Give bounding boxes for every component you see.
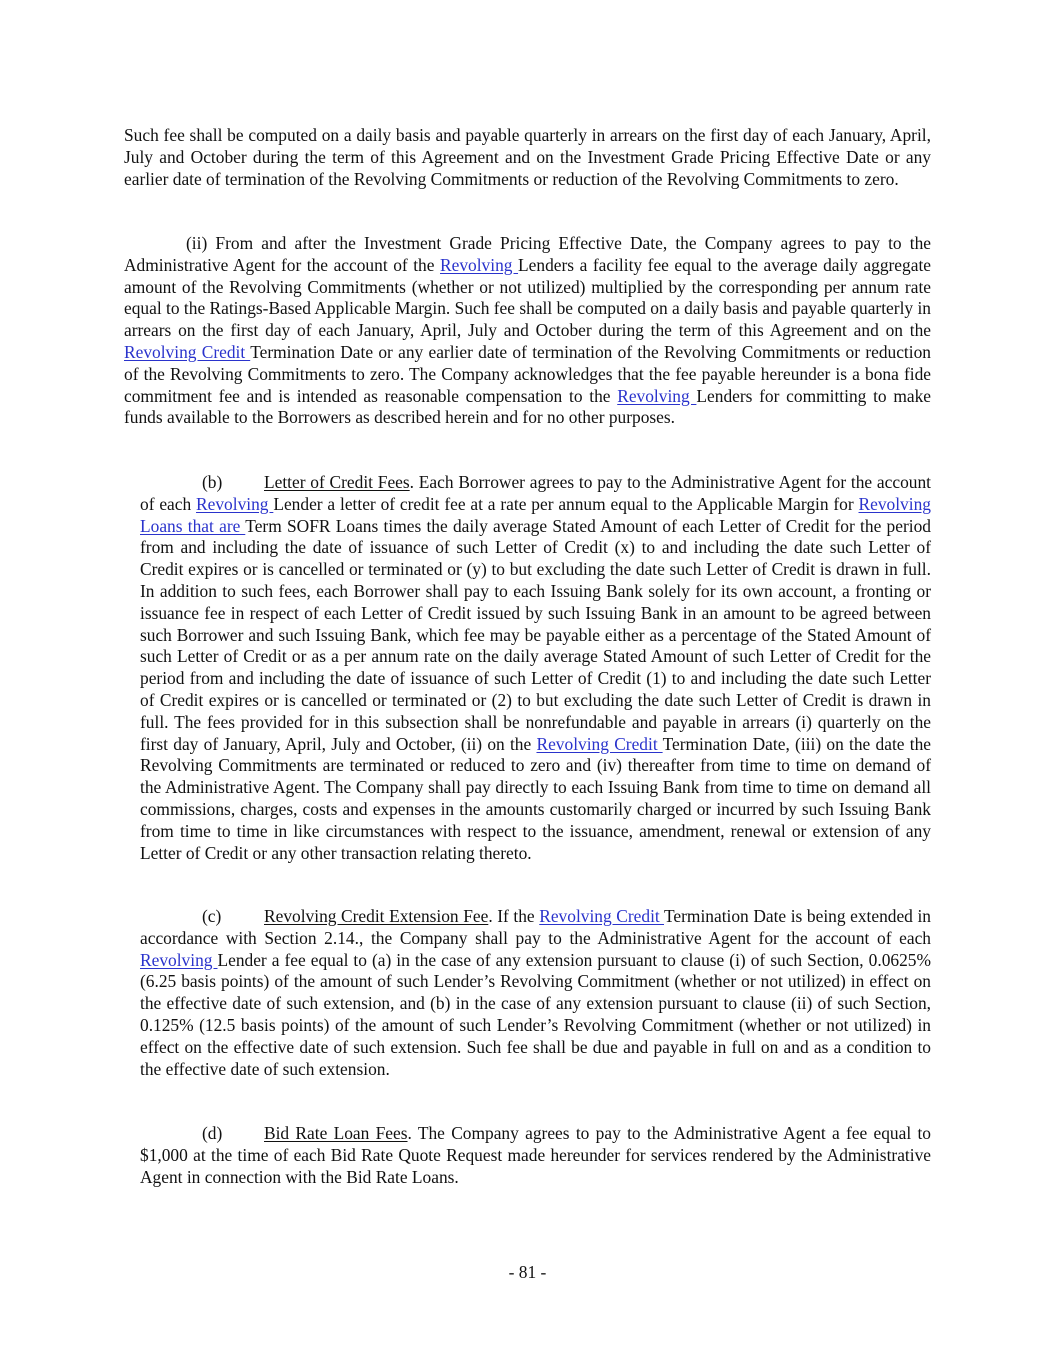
section-label: (b) (202, 472, 223, 492)
paragraph-text: . If the (488, 906, 540, 926)
link-revolving[interactable]: Revolving (617, 385, 697, 406)
section-heading: Bid Rate Loan Fees (264, 1123, 408, 1143)
paragraph-text: . The Company agrees to pay to the Administrative Agent a fee equal to $1,000 at the time of each Bid Rate Quote Request made hereunder for services rendered by the Administrative Agent in connection with the Bid Rate Loans. (140, 1123, 931, 1187)
paragraph-text: Termination Date, (iii) on the date the Revolving Commitments are terminated or reduced to zero and (iv) thereafter from time to time on demand of the Administrative Agent. The Company shall pay directly to each Issuing Bank from time to time on demand all commissions, charges, costs and expenses in the amounts customarily charged or incurred by such Issuing Bank from time to time in like circumstances with respect to the issuance, amendment, renewal or extension of any Letter of Credit or any other transaction relating thereto. (140, 733, 931, 863)
paragraph-letter-of-credit-fees (140, 472, 931, 864)
section-heading: Revolving Credit Extension Fee (264, 906, 489, 926)
section-label: (c) (202, 906, 222, 926)
paragraph-text: (ii) From and after the Investment Grade Pricing Effective Date, the Company agrees to pay to the Administrative Agent for the account of the (124, 233, 931, 275)
paragraph-text: Termination Date is being extended in accordance with Section 2.14., the Company shall pay to the Administrative Agent for the account of each (140, 906, 931, 948)
page-number: - 81 - (508, 1262, 547, 1282)
section-label: (d) (202, 1123, 223, 1143)
section-heading: Letter of Credit Fees (264, 472, 410, 492)
link-revolving-credit[interactable]: Revolving Credit (124, 341, 251, 362)
paragraph-text: Term SOFR Loans times the daily average Stated Amount of each Letter of Credit for the period from and including the date of issuance of such Letter of Credit (x) to and including the date such Letter of Credit expires or is cancelled or terminated or (y) to but excluding the date such Letter of Credit is drawn in full. In addition to such fees, each Borrower shall pay to each Issuing Bank solely for its own account, a fronting or issuance fee in respect of each Letter of Credit issued by such Issuing Bank in an amount to be agreed between such Borrower and such Issuing Bank, which fee may be payable either as a percentage of the Stated Amount of such Letter of Credit or as a per annum rate on the daily average Stated Amount of such Letter of Credit for the period from and including the date of issuance of such Letter of Credit (1) to and including the date such Letter of Credit expires or is cancelled or terminated or (2) to but excluding the date such Letter of Credit is drawn in full. The fees provided for in this subsection shall be nonrefundable and payable in arrears (i) quarterly on the first day of January, April, July and October, (ii) on the (140, 515, 931, 754)
link-revolving[interactable]: Revolving (440, 254, 519, 275)
paragraph-text: Lenders a facility fee equal to the average daily aggregate amount of the Revolving Commitments (whether or not utilized) multiplied by the corresponding per annum rate equal to the Ratings-Based Applicable Margin. Such fee shall be computed on a daily basis and payable quarterly in arrears on the first day of each January, April, July and October during the term of this Agreement and on the (124, 254, 931, 341)
paragraph-text: Lender a letter of credit fee at a rate per annum equal to the Applicable Margin for (273, 493, 859, 514)
paragraph-bid-rate-loan-fees (140, 1123, 931, 1188)
link-revolving-loans[interactable]: Revolving Loans that are (140, 493, 931, 536)
paragraph-text: Lenders for committing to make funds available to the Borrowers as described herein and for no other purposes. (124, 385, 931, 428)
paragraph-fee-computation (124, 125, 931, 190)
paragraph-text: Termination Date or any earlier date of termination of the Revolving Commitments or reduction of the Revolving Commitments to zero. The Company acknowledges that the fee payable hereunder is a bona fide commitment fee and is intended as reasonable compensation to the (124, 341, 931, 406)
link-revolving[interactable]: Revolving (140, 949, 218, 970)
link-revolving-credit[interactable]: Revolving Credit (539, 906, 664, 926)
paragraph-text: . Each Borrower agrees to pay to the Administrative Agent for the account of each (140, 472, 932, 514)
link-revolving-credit[interactable]: Revolving Credit (536, 733, 663, 754)
paragraph-text: Such fee shall be computed on a daily basis and payable quarterly in arrears on the first day of each January, April, July and October during the term of this Agreement and on the Investment Grade Pricing Effective Date or any earlier date of termination of the Revolving Commitments or reduction of the Revolving Commitments to zero. (124, 125, 931, 189)
paragraph-facility-fee (124, 233, 931, 429)
paragraph-text: Lender a fee equal to (a) in the case of any extension pursuant to clause (i) of such Section, 0.0625% (6.25 basis points) of the amount of such Lender’s Revolving Commitment (whether or not utilized) in effect on the effective date of such extension, and (b) in the case of any extension pursuant to clause (ii) of such Section, 0.125% (12.5 basis points) of the amount of such Lender’s Revolving Commitment (whether or not utilized) in effect on the effective date of such extension. Such fee shall be due and payable in full on and as a condition to the effective date of such extension. (140, 949, 931, 1079)
link-revolving[interactable]: Revolving (196, 493, 274, 514)
paragraph-extension-fee (140, 906, 931, 1080)
